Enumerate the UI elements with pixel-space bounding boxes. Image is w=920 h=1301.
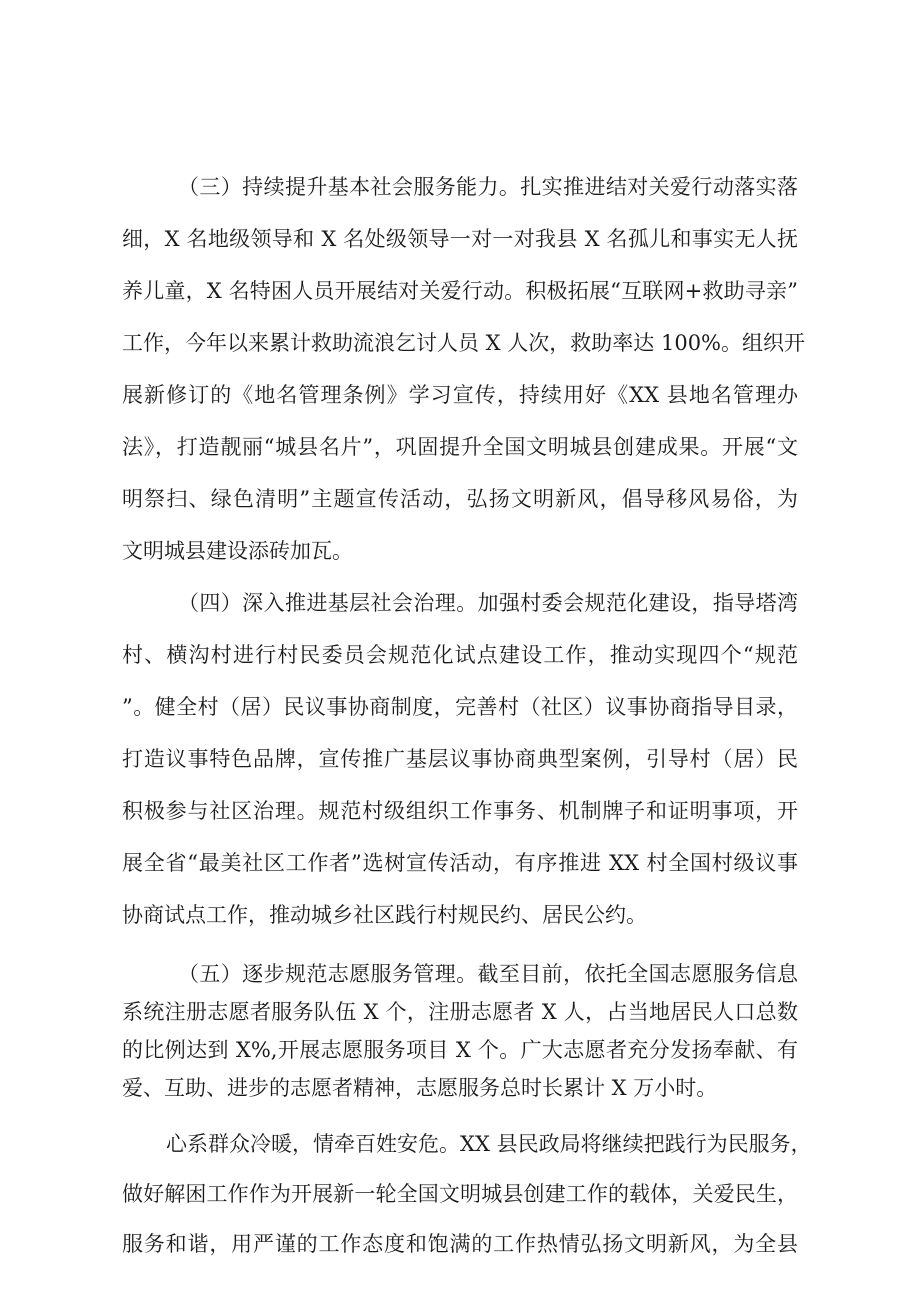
paragraph-line: 村、横沟村进行村民委员会规范化试点建设工作，推动实现四个“规范 xyxy=(122,643,798,667)
paragraph-line: 服务和谐，用严谨的工作态度和饱满的工作热情弘扬文明新风，为全县 xyxy=(122,1232,798,1256)
paragraph-line: 细，X 名地级领导和 X 名处级领导一对一对我县 X 名孤儿和事实无人抚 xyxy=(122,227,798,251)
paragraph-line: 打造议事特色品牌，宣传推广基层议事协商典型案例，引导村（居）民 xyxy=(122,747,798,771)
paragraph-line: 协商试点工作，推动城乡社区践行村规民约、居民公约。 xyxy=(122,903,647,927)
paragraph-line: 明祭扫、绿色清明”主题宣传活动，弘扬文明新风，倡导移风易俗，为 xyxy=(122,487,798,511)
paragraph-line: 的比例达到 X%,开展志愿服务项目 X 个。广大志愿者充分发扬奉献、有 xyxy=(122,1038,798,1062)
paragraph-line: 系统注册志愿者服务队伍 X 个，注册志愿者 X 人，占当地居民人口总数 xyxy=(122,1000,798,1024)
paragraph-line: （四）深入推进基层社会治理。加强村委会规范化建设，指导塔湾 xyxy=(178,591,798,615)
paragraph-line: 积极参与社区治理。规范村级组织工作事务、机制牌子和证明事项，开 xyxy=(122,799,798,823)
paragraph-line: 心系群众冷暖，情牵百姓安危。XX 县民政局将继续把践行为民服务， xyxy=(166,1132,812,1156)
paragraph-line: 展全省“最美社区工作者”选树宣传活动，有序推进 XX 村全国村级议事 xyxy=(122,851,798,875)
paragraph-line: 法》，打造靓丽“城县名片”，巩固提升全国文明城县创建成果。开展“文 xyxy=(122,435,798,459)
paragraph-line: ”。健全村（居）民议事协商制度，完善村（社区）议事协商指导目录， xyxy=(122,695,798,719)
paragraph-line: 展新修订的《地名管理条例》学习宣传，持续用好《XX 县地名管理办 xyxy=(122,383,798,407)
paragraph-line: 爱、互助、进步的志愿者精神，志愿服务总时长累计 X 万小时。 xyxy=(122,1076,718,1100)
paragraph-line: 养儿童，X 名特困人员开展结对关爱行动。积极拓展“互联网+救助寻亲” xyxy=(122,279,798,303)
paragraph-line: 做好解困工作作为开展新一轮全国文明城县创建工作的载体，关爱民生， xyxy=(122,1182,798,1206)
paragraph-line: （五）逐步规范志愿服务管理。截至目前，依托全国志愿服务信息 xyxy=(178,962,798,986)
paragraph-line: 工作，今年以来累计救助流浪乞讨人员 X 人次，救助率达 100%。组织开 xyxy=(122,331,806,355)
paragraph-line: （三）持续提升基本社会服务能力。扎实推进结对关爱行动落实落 xyxy=(178,175,798,199)
paragraph-line: 文明城县建设添砖加瓦。 xyxy=(122,539,353,563)
